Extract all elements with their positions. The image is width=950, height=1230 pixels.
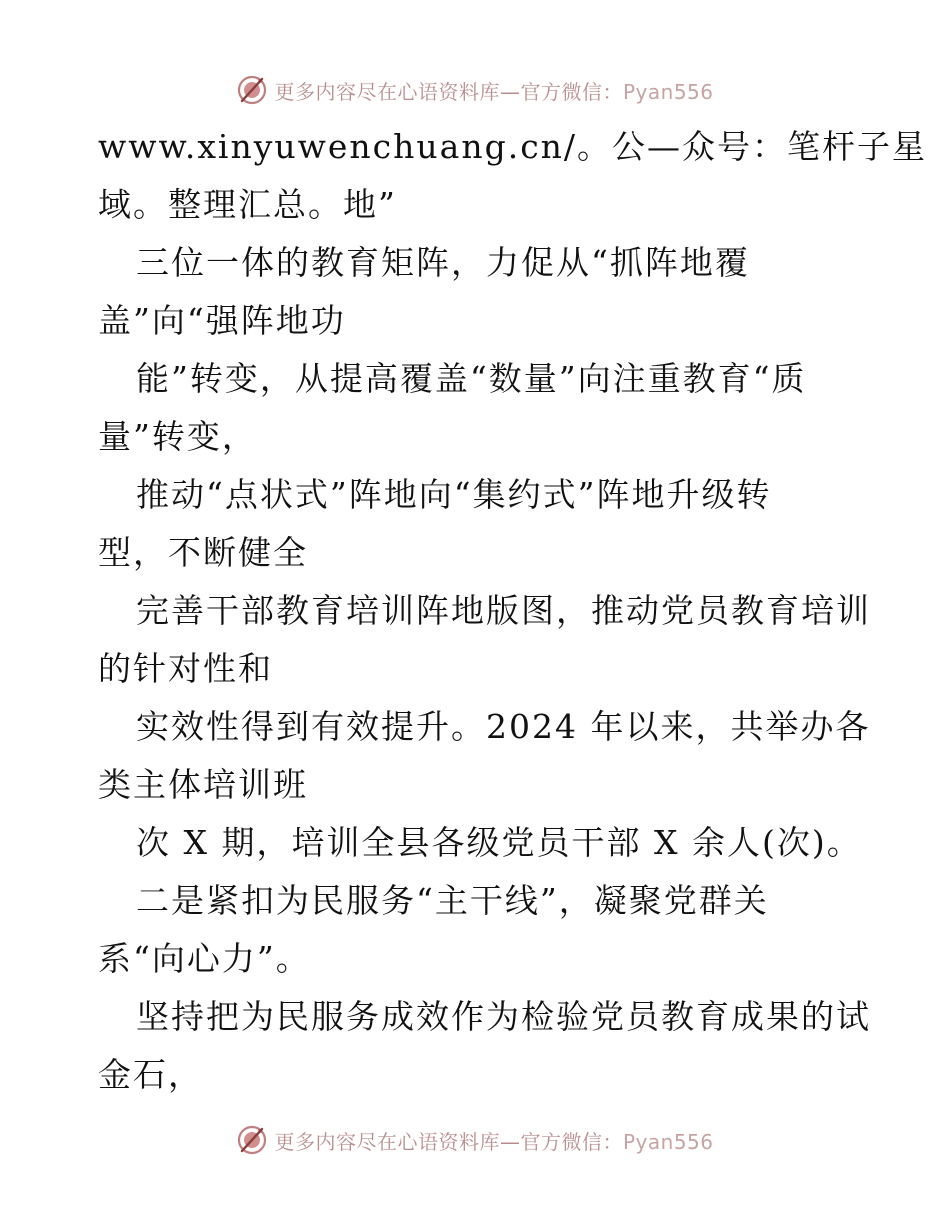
watermark-text: 更多内容尽在心语资料库—官方微信：Pyan556 [274,1129,714,1154]
text-line: 能”转变，从提高覆盖“数量”向注重教育“质 [136,359,807,398]
text-line: 推动“点状式”阵地向“集约式”阵地升级转 [136,475,772,514]
text-line: 三位一体的教育矩阵，力促从“抓阵地覆 [136,243,750,282]
text-line: 域。整理汇总。地” [98,185,397,224]
text-line: 类主体培训班 [98,765,308,804]
text-line: 型，不断健全 [98,533,308,572]
text-line: www.xinyuwenchuang.cn/。公—众号：笔杆子星 [98,127,928,166]
header-watermark [0,70,950,110]
document-body [98,118,928,1104]
footer-watermark [0,1120,950,1160]
text-line: 实效性得到有效提升。2024 年以来，共举办各 [136,707,871,746]
text-line: 盖”向“强阵地功 [98,301,346,340]
text-line: 的针对性和 [98,649,273,688]
watermark-text: 更多内容尽在心语资料库—官方微信：Pyan556 [274,79,714,104]
wechat-id: Pyan556 [622,79,714,104]
wechat-id: Pyan556 [622,1129,714,1154]
text-line: 二是紧扣为民服务“主干线”，凝聚党群关 [136,881,769,920]
text-line: 金石， [98,1055,203,1094]
quill-seal-icon [236,1124,268,1156]
text-line: 次 X 期，培训全县各级党员干部 X 余人(次)。 [136,823,862,862]
text-line: 坚持把为民服务成效作为检验党员教育成果的试 [136,997,871,1036]
text-line: 完善干部教育培训阵地版图，推动党员教育培训 [136,591,871,630]
quill-seal-icon [236,74,268,106]
text-line: 量”转变， [98,417,257,456]
text-line: 系“向心力”。 [98,939,311,978]
